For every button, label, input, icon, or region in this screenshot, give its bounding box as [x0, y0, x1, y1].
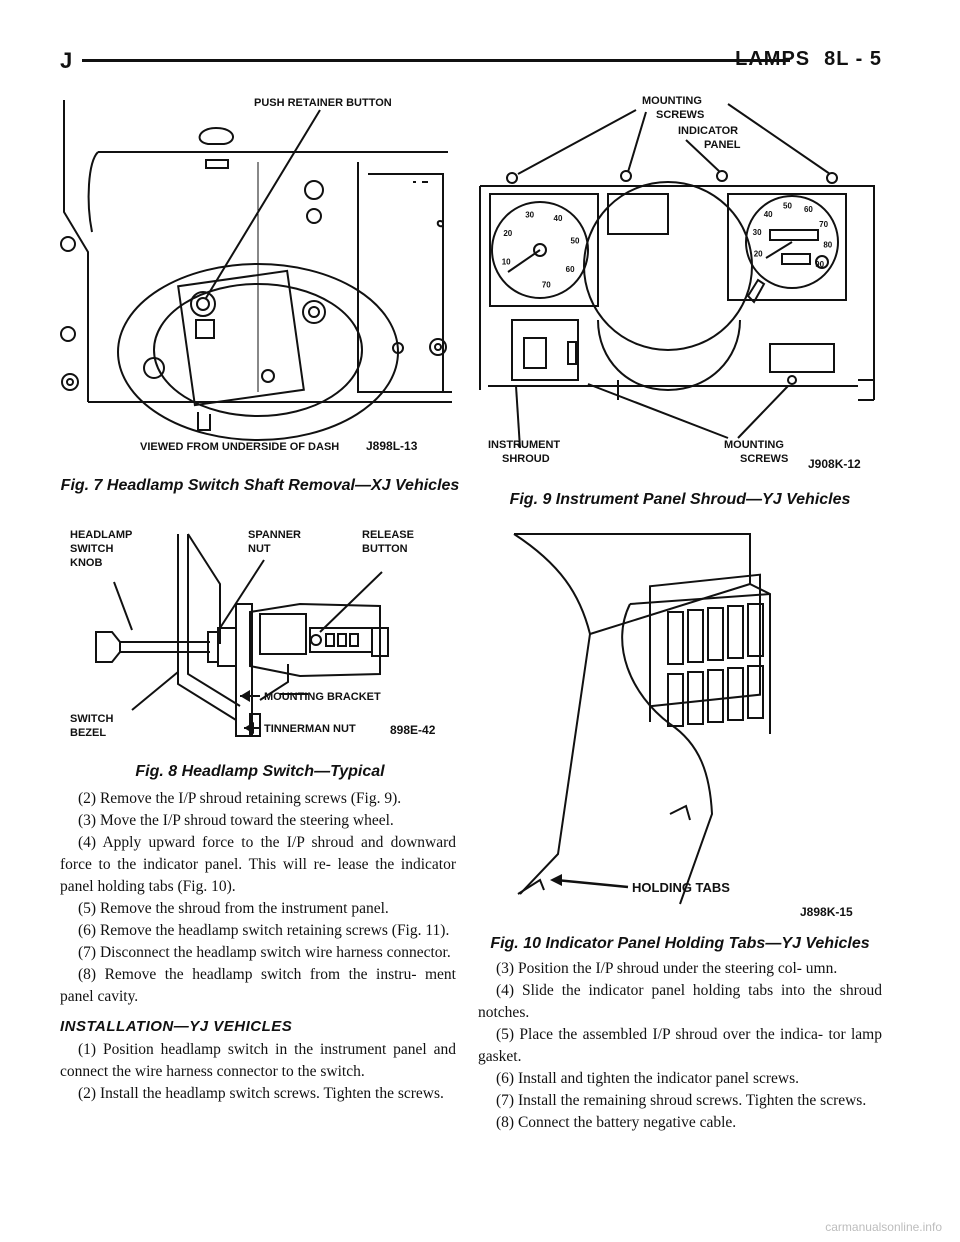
header-section [735, 48, 882, 71]
step-remove-switch-screws: (6) Remove the headlamp switch retaining screws (Fig. 11). [78, 922, 450, 939]
header-page-number: 8L - 5 [824, 48, 882, 70]
left-gauge-tick-label: 70 [541, 280, 551, 290]
step-remove-shroud: (5) Remove the shroud from the instrument panel. [78, 900, 389, 917]
vent-slot [688, 672, 703, 724]
step-install-switch-screws: (2) Install the headlamp switch screws. Tighten the screws. [78, 1085, 444, 1102]
right-gauge-tick-label: 40 [763, 210, 773, 219]
figure-9-illustration [478, 90, 882, 474]
figure-7-caption: Fig. 7 Headlamp Switch Shaft Removal—XJ Vehicles [60, 477, 460, 494]
label-mounting-top: MOUNTING [642, 95, 702, 107]
vent-slot [668, 612, 683, 664]
right-gauge-tick-label: 90 [815, 260, 825, 270]
figure-9-drawing [478, 90, 882, 474]
left-gauge-tick-label: 20 [503, 228, 513, 238]
vent-grid [668, 604, 763, 726]
right-gauge-tick-label: 80 [823, 240, 833, 250]
label-instrument: INSTRUMENT [488, 439, 561, 451]
label-indicator: INDICATOR [678, 125, 739, 137]
vent-slot [708, 670, 723, 722]
step-disconnect-harness: (7) Disconnect the headlamp switch wire harness connector. [78, 944, 451, 961]
step-connect-battery: (8) Connect the battery negative cable. [496, 1114, 737, 1131]
header-rule [82, 59, 790, 62]
page-header [60, 42, 900, 82]
label-switch-bezel-1: SWITCH [70, 713, 114, 725]
footer-watermark: carmanualsonline.info [825, 1220, 942, 1234]
label-panel: PANEL [704, 139, 741, 151]
label-screws-top: SCREWS [656, 109, 705, 121]
step-install-shroud-screws: (7) Install the remaining shroud screws. Tighten the screws. [496, 1092, 867, 1109]
vent-slot [728, 606, 743, 658]
label-release: RELEASE [362, 529, 414, 541]
figure-7-code: J898L-13 [366, 439, 418, 453]
label-spanner: SPANNER [248, 529, 301, 541]
right-gauge-tick-label: 70 [819, 219, 829, 229]
right-gauge-tick-label: 20 [753, 249, 763, 259]
header-manual-code: J [60, 48, 73, 73]
figure-8-caption: Fig. 8 Headlamp Switch—Typical [135, 763, 385, 780]
step-remove-shroud-screws: (2) Remove the I/P shroud retaining screws (Fig. 9). [78, 790, 402, 807]
right-gauge-ticks [753, 201, 833, 269]
left-gauge-tick-label: 60 [565, 264, 575, 274]
figure-10-illustration [500, 524, 872, 928]
installation-heading: INSTALLATION—YJ VEHICLES [60, 1018, 293, 1035]
figure-10-caption: Fig. 10 Indicator Panel Holding Tabs—YJ Vehicles [490, 935, 870, 952]
label-button: BUTTON [362, 543, 408, 555]
figure-7-drawing [58, 92, 458, 470]
label-switch-knob-1: SWITCH [70, 543, 114, 555]
vent-slot [688, 610, 703, 662]
vent-slot [708, 608, 723, 660]
figure-10-drawing [500, 524, 872, 928]
step-move-shroud: (3) Move the I/P shroud toward the steering wheel. [78, 812, 394, 829]
left-gauge-ticks [502, 211, 580, 290]
left-gauge-tick-label: 10 [501, 257, 511, 267]
figure-8-code: 898E-42 [390, 723, 436, 737]
label-mounting-bracket: MOUNTING BRACKET [264, 691, 381, 703]
figure-9-code: J908K-12 [808, 457, 861, 471]
left-text-column [60, 788, 456, 1105]
left-gauge-tick-label: 30 [525, 210, 535, 220]
label-holding-tabs: HOLDING TABS [632, 880, 730, 895]
right-gauge-tick-label: 50 [783, 201, 792, 211]
label-headlamp: HEADLAMP [70, 529, 133, 541]
label-screws-bottom: SCREWS [740, 453, 789, 465]
left-gauge-tick-label: 50 [570, 236, 580, 246]
header-section-title: LAMPS [735, 48, 811, 70]
right-gauge-tick-label: 60 [803, 205, 813, 214]
step-position-shroud: (3) Position the I/P shroud under the steering col- umn. [496, 960, 838, 977]
step-remove-switch: (8) Remove the headlamp switch from the instru- ment panel cavity. [60, 966, 456, 1005]
step-install-panel-screws: (6) Install and tighten the indicator panel screws. [496, 1070, 800, 1087]
step-position-switch: (1) Position headlamp switch in the instrument panel and connect the wire harness connector to the switch. [60, 1041, 456, 1080]
label-nut: NUT [248, 543, 271, 555]
right-gauge-tick-label: 30 [752, 228, 762, 238]
figure-8-illustration [60, 524, 460, 746]
figure-7-illustration [58, 92, 458, 470]
figure-10-code: J898K-15 [800, 905, 853, 919]
figure-9-caption: Fig. 9 Instrument Panel Shroud—YJ Vehicles [509, 491, 851, 508]
vent-slot [728, 668, 743, 720]
label-push-retainer-button: PUSH RETAINER BUTTON [254, 97, 392, 109]
label-tinnerman-nut: TINNERMAN NUT [264, 723, 356, 735]
vent-slot [668, 674, 683, 726]
right-text-column [478, 958, 882, 1134]
label-knob: KNOB [70, 557, 103, 569]
label-viewed-from-underside: VIEWED FROM UNDERSIDE OF DASH [140, 441, 340, 453]
label-shroud: SHROUD [502, 453, 550, 465]
label-mounting-bottom: MOUNTING [724, 439, 784, 451]
left-gauge-tick-label: 40 [553, 213, 563, 223]
step-place-shroud: (5) Place the assembled I/P shroud over the indica- tor lamp gasket. [478, 1026, 882, 1065]
step-apply-force: (4) Apply upward force to the I/P shroud and downward force to the indicator panel. This will re- lease the indicator panel holding tabs (Fig. 10). [60, 834, 456, 895]
label-bezel: BEZEL [70, 727, 107, 739]
step-slide-tabs: (4) Slide the indicator panel holding tabs into the shroud notches. [478, 982, 882, 1021]
figure-8-drawing [60, 524, 460, 746]
